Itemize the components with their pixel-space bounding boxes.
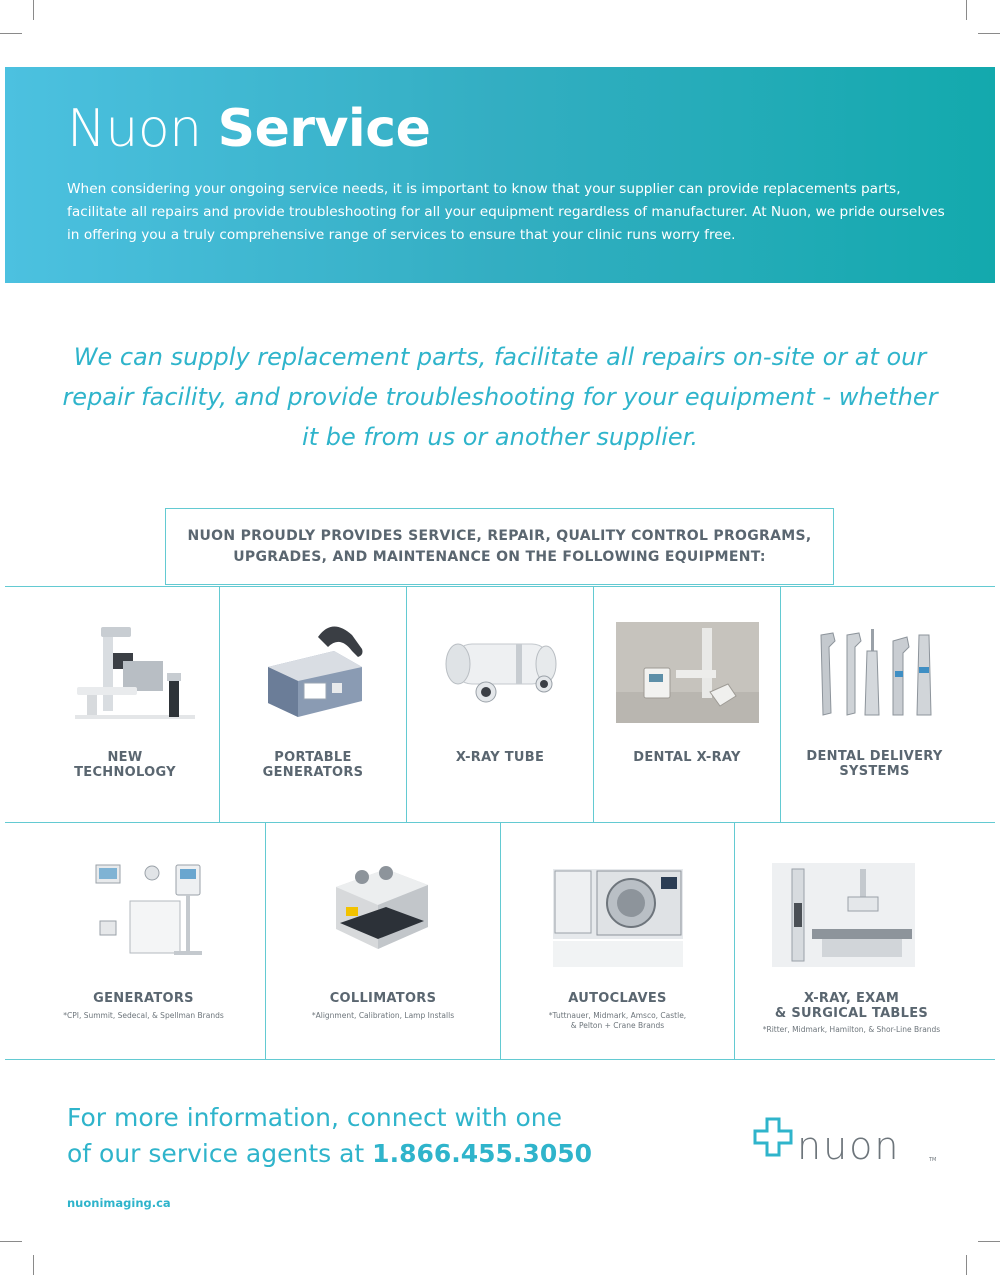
- note-line: *Ritter, Midmark, Hamilton, & Shor-Line Brands: [762, 1025, 941, 1034]
- nuon-logo: [753, 1116, 943, 1166]
- label-line: NEW: [107, 750, 143, 765]
- label-line: X-RAY, EXAM: [803, 991, 900, 1006]
- label-line: DENTAL DELIVERY: [806, 749, 943, 764]
- equipment-label: [735, 991, 968, 1021]
- equipment-note: [735, 1025, 968, 1035]
- label-line: GENERATORS: [262, 765, 364, 780]
- equipment-note: [266, 1011, 500, 1021]
- dental-handpieces-image: [813, 627, 939, 721]
- equipment-label: [781, 749, 968, 779]
- equipment-label: [22, 991, 265, 1006]
- equipment-note: [22, 1011, 265, 1021]
- equipment-intro-text: NUON PROUDLY PROVIDES SERVICE, REPAIR, QUALITY CONTROL PROGRAMS, UPGRADES, AND MAINTENANCE ON THE FOLLOWING EQUIPMENT:: [187, 527, 812, 565]
- radiography-system-image: [65, 619, 195, 729]
- crop-mark: [978, 33, 1000, 34]
- generator-console-image: [90, 861, 220, 965]
- equipment-xray-exam-surgical-tables: [735, 823, 968, 1059]
- equipment-autoclaves: [501, 823, 734, 1059]
- label-line: TECHNOLOGY: [74, 765, 176, 780]
- website-link[interactable]: nuonimaging.ca: [67, 1196, 171, 1210]
- label-line: DENTAL X-RAY: [633, 750, 741, 765]
- crop-mark: [966, 0, 967, 20]
- collimator-image: [326, 863, 438, 957]
- title-light: Nuon: [67, 99, 202, 159]
- equipment-portable-generators: [220, 587, 406, 822]
- equipment-label: [266, 991, 500, 1006]
- crop-mark: [0, 33, 22, 34]
- label-line: X-RAY TUBE: [455, 750, 545, 765]
- equipment-collimators: [266, 823, 500, 1059]
- dental-xray-image: [616, 622, 759, 723]
- equipment-label: [594, 750, 780, 765]
- crop-mark: [33, 0, 34, 20]
- note-line: *Tuttnauer, Midmark, Amsco, Castle,: [548, 1011, 687, 1020]
- note-line: & Pelton + Crane Brands: [570, 1021, 665, 1030]
- equipment-intro-box: [165, 508, 834, 585]
- crop-mark: [978, 1241, 1000, 1242]
- pull-quote: We can supply replacement parts, facilitate all repairs on-site or at our repair facility, and provide troubleshooting for your equipment - whether it be from us or another supplier.: [62, 343, 938, 451]
- crop-mark: [0, 1241, 22, 1242]
- label-line: GENERATORS: [93, 991, 194, 1006]
- equipment-new-technology: [30, 587, 220, 822]
- xray-tube-image: [440, 632, 562, 712]
- title-bold: Service: [217, 99, 431, 159]
- medical-cross-icon: [755, 1119, 791, 1155]
- equipment-label: [30, 750, 220, 780]
- note-line: *Alignment, Calibration, Lamp Installs: [311, 1011, 455, 1020]
- contact-callout: [67, 1100, 592, 1172]
- header-banner: [5, 67, 995, 283]
- banner-paragraph: When considering your ongoing service needs, it is important to know that your supplier can provide replacements parts, facilitate all repairs and provide troubleshooting for all your equipment regardless of manufacturer. At Nuon, we pride ourselves in offering you a truly comprehensive range of services to ensure that your clinic runs worry free.: [67, 181, 945, 243]
- equipment-dental-delivery-systems: [781, 587, 968, 822]
- equipment-label: [220, 750, 406, 780]
- crop-mark: [33, 1255, 34, 1275]
- contact-line-1: For more information, connect with one: [67, 1103, 563, 1132]
- crop-mark: [966, 1255, 967, 1275]
- label-line: & SURGICAL TABLES: [774, 1006, 929, 1021]
- phone-number[interactable]: 1.866.455.3050: [372, 1139, 593, 1168]
- logo-wordmark: nuon: [797, 1124, 901, 1166]
- equipment-label: [501, 991, 734, 1006]
- label-line: PORTABLE: [274, 750, 352, 765]
- contact-line-2: of our service agents at: [67, 1139, 365, 1168]
- label-line: COLLIMATORS: [329, 991, 437, 1006]
- equipment-dental-xray: [594, 587, 780, 822]
- grid-rule: [5, 1059, 995, 1060]
- equipment-generators: [22, 823, 265, 1059]
- label-line: AUTOCLAVES: [568, 991, 667, 1006]
- equipment-xray-tube: [407, 587, 593, 822]
- label-line: SYSTEMS: [839, 764, 910, 779]
- note-line: *CPI, Summit, Sedecal, & Spellman Brands: [63, 1011, 224, 1020]
- portable-generator-image: [258, 617, 370, 729]
- equipment-note: [501, 1011, 734, 1031]
- xray-table-image: [772, 863, 915, 967]
- page-title: [67, 99, 430, 159]
- autoclave-image: [553, 869, 683, 967]
- equipment-label: [407, 750, 593, 765]
- logo-trademark: TM: [929, 1157, 937, 1163]
